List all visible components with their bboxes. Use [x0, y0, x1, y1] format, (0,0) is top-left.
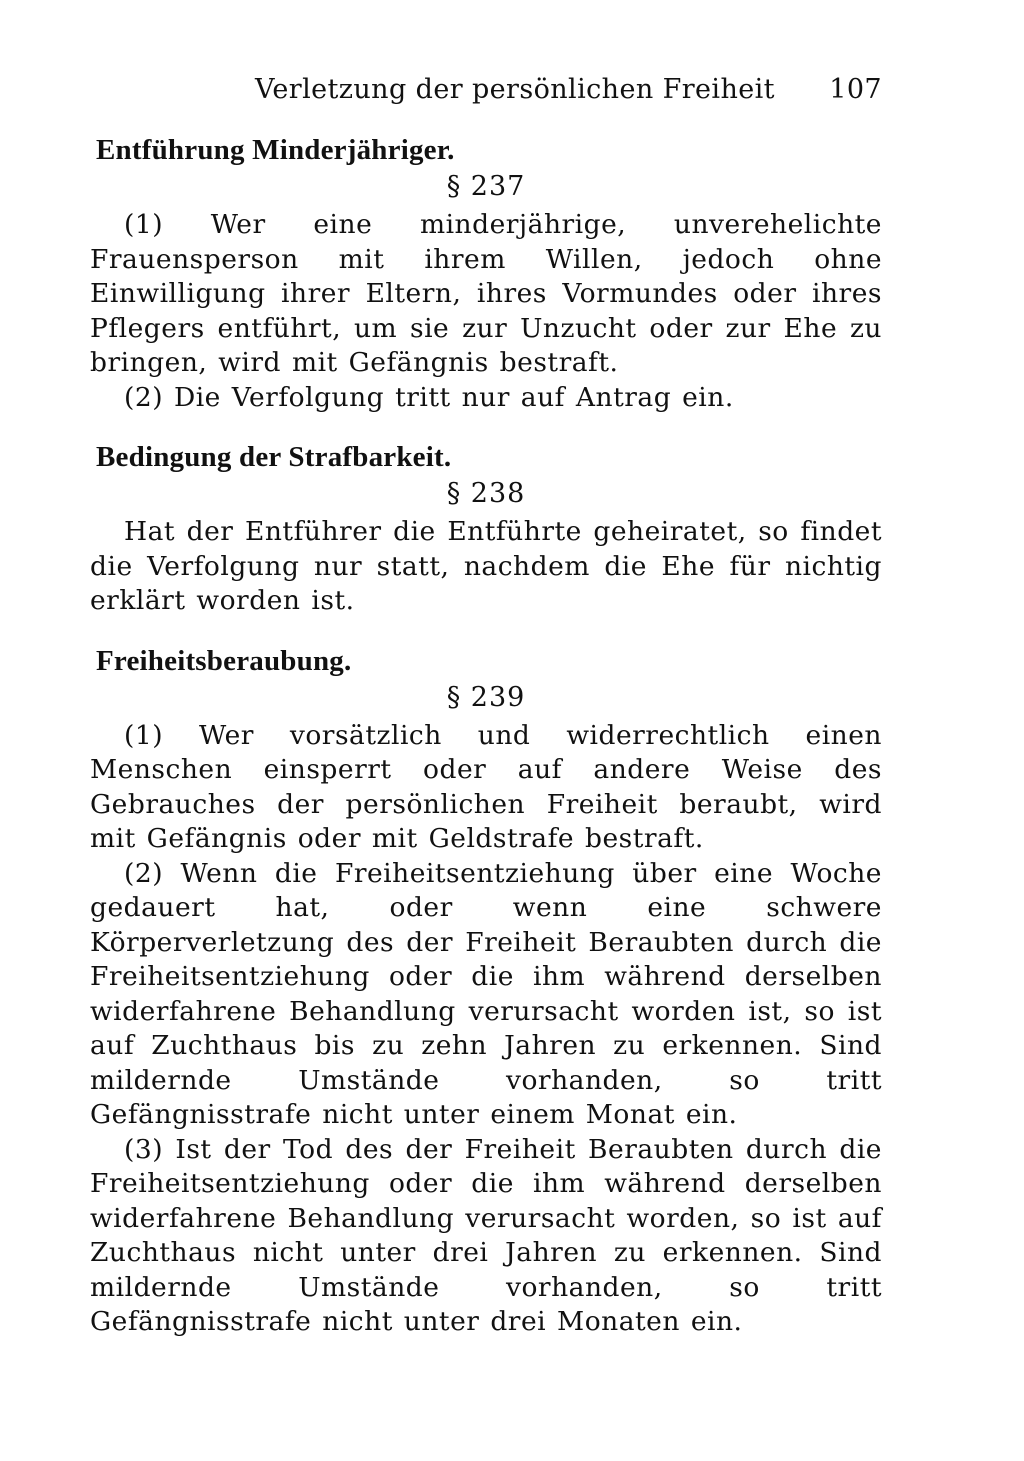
- section-heading: Bedingung der Strafbarkeit.: [96, 441, 452, 473]
- section-239: [90, 643, 882, 1340]
- section-heading: Entführung Minderjähriger.: [96, 134, 455, 166]
- running-title: Verletzung der persönlichen Freiheit: [255, 74, 775, 105]
- section-237: [90, 132, 882, 415]
- body-paragraph: (1) Wer eine minderjährige, unverehelichte Frauensperson mit ihrem Willen, jedoch ohne Einwilligung ihrer Eltern, ihres Vormundes oder ihres Pflegers entführt, um sie zur Unzucht oder zur Ehe zu bringen, wird mit Gefängnis bestraft.: [90, 209, 882, 378]
- section-238: [90, 439, 882, 619]
- section-heading: Freiheitsberaubung.: [96, 644, 352, 677]
- paragraph-number: § 239: [446, 681, 526, 713]
- page-number: 107: [829, 74, 882, 105]
- body-paragraph: (3) Ist der Tod des der Freiheit Beraubten durch die Freiheitsentziehung oder die ihm während derselben widerfahrene Behandlung verursacht worden, so ist auf Zuchthaus nicht unter drei Jahren zu erkennen. Sind mildernde Umstände vorhanden, so tritt Gefängnisstrafe nicht unter drei Monaten ein.: [90, 1133, 882, 1337]
- body-paragraph: (2) Wenn die Freiheitsentziehung über eine Woche gedauert hat, oder wenn eine schwere Körperverletzung des der Freiheit Beraubten durch die Freiheitsentziehung oder die ihm während derselben widerfahrene Behandlung verursacht worden ist, so ist auf Zuchthaus bis zu zehn Jahren zu erkennen. Sind mildernde Umstände vorhanden, so tritt Gefängnisstrafe nicht unter einem Monat ein.: [90, 857, 882, 1130]
- document-page: [90, 66, 882, 1366]
- body-paragraph: Hat der Entführer die Entführte geheiratet, so findet die Verfolgung nur statt, nachdem die Ehe für nichtig erklärt worden ist.: [90, 516, 882, 616]
- paragraph-number: § 237: [446, 171, 526, 202]
- body-paragraph: (1) Wer vorsätzlich und widerrechtlich einen Menschen einsperrt oder auf andere Weise des Gebrauches der persönlichen Freiheit beraubt, wird mit Gefängnis oder mit Geldstrafe bestraft.: [90, 719, 882, 854]
- body-paragraph: (2) Die Verfolgung tritt nur auf Antrag ein.: [124, 381, 734, 413]
- paragraph-number: § 238: [446, 478, 526, 509]
- running-header: [90, 66, 882, 112]
